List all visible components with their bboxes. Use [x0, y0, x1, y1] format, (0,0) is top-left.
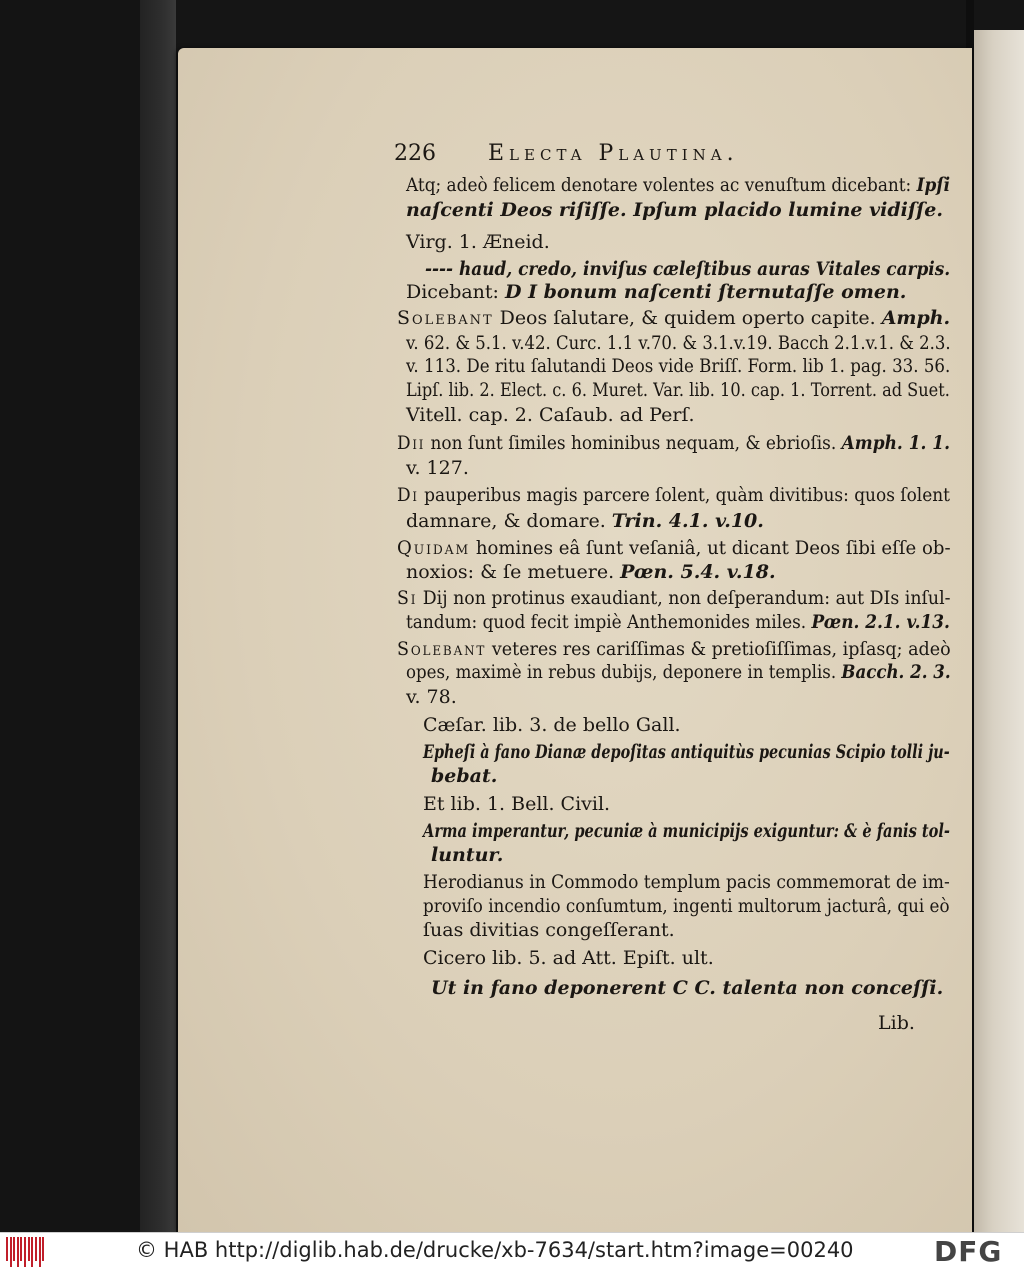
text-line [878, 1011, 915, 1036]
logo-bar [6, 1237, 8, 1261]
text-line [425, 257, 950, 282]
roman-text: Lipſ. lib. 2. Elect. c. 6. Muret. Var. lib. 10. cap. 1. Torrent. ad Suet. [406, 379, 950, 401]
italic-text: Arma imperantur, pecuniæ à municipijs exiguntur: & è fanis tol- [423, 820, 950, 842]
roman-text: Atq; adeò felicem denotare volentes ac venuſtum dicebant: [406, 174, 917, 196]
italic-text: luntur. [431, 844, 504, 866]
italic-text: Pœn. 2.1. v.13. [811, 611, 950, 633]
roman-text: noxios: & ſe metuere. [406, 561, 621, 583]
scan-background [0, 0, 140, 1232]
italic-text: Bacch. 2. 3. [841, 661, 951, 683]
italic-text: ---- haud, credo, inviſus cæleſtibus auras Vitales carpis. [425, 258, 951, 280]
entry-initial-word: Solebant [397, 307, 494, 329]
text-line [406, 560, 776, 585]
logo-bar [17, 1237, 19, 1267]
text-line [406, 403, 695, 428]
facing-page-edge [972, 30, 1024, 1232]
logo-bar [39, 1237, 41, 1267]
text-line [423, 792, 610, 817]
text-line [406, 198, 943, 223]
entry-initial-word: Di [397, 484, 419, 506]
roman-text: ſuas divitias congeſſerant. [423, 919, 675, 941]
italic-text: naſcenti Deos riſiſſe. Ipſum placido lumine vidiſſe. [406, 199, 943, 221]
text-line [406, 378, 950, 403]
italic-text: Epheſi à fano Dianæ depoſitas antiquitùs pecunias Scipio tolli ju- [423, 741, 950, 763]
roman-text: Dicebant: [406, 281, 505, 303]
book-page [178, 48, 972, 1232]
text-line [423, 819, 950, 844]
roman-text: non ſunt ſimiles hominibus nequam, & ebrioſis. [425, 432, 842, 454]
roman-text: opes, maximè in rebus dubijs, deponere in templis. [406, 661, 842, 683]
text-line [423, 894, 950, 919]
text-line [406, 660, 951, 685]
book-binding-shadow [140, 0, 176, 1232]
logo-bar [10, 1237, 12, 1267]
roman-text: v. 62. & 5.1. v.42. Curc. 1.1 v.70. & 3.1.v.19. Bacch 2.1.v.1. & 2.3. [406, 332, 951, 354]
roman-text: v. 127. [406, 457, 469, 479]
roman-text: Deos ſalutare, & quidem operto capite. [493, 307, 882, 329]
italic-text: Ipſi [916, 174, 951, 196]
text-line [397, 431, 950, 456]
roman-text: veteres res cariſſimas & pretioſiſſimas, ipſasq; adeò [486, 638, 951, 660]
text-line [423, 870, 950, 895]
logo-bar [35, 1237, 37, 1261]
dfg-logo: DFG [934, 1235, 1003, 1268]
page-folio: 226 [394, 141, 436, 166]
logo-bar [28, 1237, 30, 1261]
logo-bar [13, 1237, 15, 1261]
entry-initial-word: Solebant [397, 638, 487, 660]
logo-bar [24, 1237, 26, 1267]
text-line [406, 509, 764, 534]
italic-text: Amph. 1. 1. [841, 432, 950, 454]
entry-initial-word: Dii [397, 432, 426, 454]
text-line [397, 637, 951, 662]
footer-bar [0, 1232, 1024, 1271]
roman-text: Lib. [878, 1012, 915, 1034]
copyright-link[interactable]: © HAB http://diglib.hab.de/drucke/xb-7634/start.htm?image=00240 [136, 1238, 854, 1262]
running-head-title: Electa Plautina. [488, 141, 739, 166]
text-line [431, 976, 943, 1001]
roman-text: Dij non protinus exaudiant, non deſperandum: aut DIs inſul- [417, 587, 951, 609]
roman-text: Et lib. 1. Bell. Civil. [423, 793, 611, 815]
text-line [406, 456, 469, 481]
text-line [397, 536, 951, 561]
roman-text: tandum: quod fecit impiè Anthemonides miles. [406, 611, 812, 633]
text-line [397, 586, 951, 611]
roman-text: proviſo incendio conſumtum, ingenti multorum jacturâ, qui eò [423, 895, 950, 917]
italic-text: Ut in fano deponerent C C. talenta non conceſſi. [431, 977, 944, 999]
entry-initial-word: Si [397, 587, 418, 609]
text-line [431, 764, 497, 789]
text-line [406, 173, 950, 198]
roman-text: v. 113. De ritu ſalutandi Deos vide Briſſ. Form. lib 1. pag. 33. 56. [406, 355, 951, 377]
italic-text: bebat. [431, 765, 498, 787]
roman-text: pauperibus magis parcere ſolent, quàm divitibus: quos ſolent [418, 484, 951, 506]
italic-text: Pœn. 5.4. v.18. [620, 561, 776, 583]
text-line [406, 280, 906, 305]
text-line [406, 331, 951, 356]
logo-bar [42, 1237, 44, 1261]
text-line [423, 713, 681, 738]
text-line [397, 306, 950, 331]
text-line [406, 230, 550, 255]
text-line [423, 740, 950, 765]
text-line [431, 843, 503, 868]
text-line [397, 483, 950, 508]
roman-text: Vitell. cap. 2. Caſaub. ad Perſ. [406, 404, 695, 426]
italic-text: D I bonum naſcenti ſternutaſſe omen. [505, 281, 907, 303]
running-head [394, 141, 994, 166]
text-line [423, 946, 714, 971]
text-line [406, 685, 457, 710]
italic-text: Trin. 4.1. v.10. [611, 510, 764, 532]
roman-text: v. 78. [406, 686, 457, 708]
roman-text: homines eâ ſunt veſaniâ, ut dicant Deos ſibi eſſe ob- [470, 537, 951, 559]
roman-text: Cæſar. lib. 3. de bello Gall. [423, 714, 681, 736]
roman-text: Cicero lib. 5. ad Att. Epiſt. ult. [423, 947, 714, 969]
logo-bar [31, 1237, 33, 1267]
roman-text: Virg. 1. Æneid. [406, 231, 550, 253]
roman-text: Herodianus in Commodo templum pacis commemorat de im- [423, 871, 950, 893]
roman-text: damnare, & domare. [406, 510, 612, 532]
text-line [406, 354, 950, 379]
text-line [423, 918, 675, 943]
page-text-block [178, 48, 972, 1232]
hab-logo-icon [6, 1237, 46, 1267]
logo-bar [20, 1237, 22, 1261]
italic-text: Amph. [881, 307, 951, 329]
entry-initial-word: Quidam [397, 537, 471, 559]
text-line [406, 610, 950, 635]
